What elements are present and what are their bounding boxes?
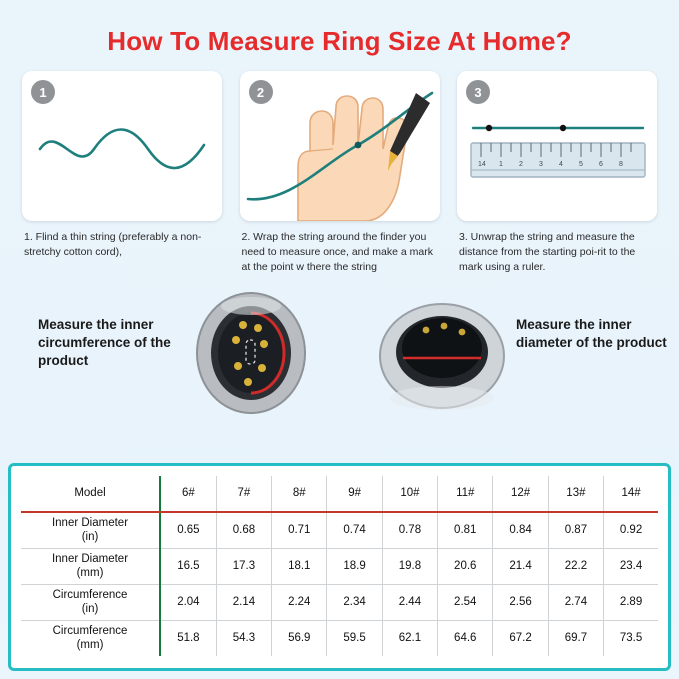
cell: 18.1 xyxy=(272,549,327,585)
cell: 23.4 xyxy=(604,549,658,585)
row-header-line1: Inner Diameter xyxy=(51,517,129,530)
cell: 0.68 xyxy=(216,512,271,549)
cell: 10# xyxy=(382,476,437,512)
row-header xyxy=(21,476,160,512)
svg-text:2: 2 xyxy=(519,161,523,168)
row-header xyxy=(21,585,160,621)
step-3-badge: 3 xyxy=(466,80,490,104)
step-1-caption: 1. Flind a thin string (preferably a non-stretchy cotton cord), xyxy=(24,231,202,259)
cell: 69.7 xyxy=(548,621,603,657)
step-3 xyxy=(457,71,657,276)
row-header-line1: Circumference xyxy=(52,625,128,638)
cell: 12# xyxy=(493,476,548,512)
row-header-line2: (mm) xyxy=(76,638,104,651)
cell: 19.8 xyxy=(382,549,437,585)
svg-text:8: 8 xyxy=(619,161,623,168)
svg-text:3: 3 xyxy=(539,161,543,168)
cell: 21.4 xyxy=(493,549,548,585)
svg-text:1: 1 xyxy=(499,161,503,168)
table-row xyxy=(21,585,658,621)
table-row xyxy=(21,512,658,549)
cell: 2.74 xyxy=(548,585,603,621)
cell: 56.9 xyxy=(272,621,327,657)
cell: 0.81 xyxy=(438,512,493,549)
step-1-badge: 1 xyxy=(31,80,55,104)
step-1-card xyxy=(22,71,222,221)
row-header xyxy=(21,621,160,657)
cell: 0.84 xyxy=(493,512,548,549)
svg-text:14: 14 xyxy=(478,161,486,168)
row-header-line1: Circumference xyxy=(52,589,128,602)
cell: 18.9 xyxy=(327,549,382,585)
svg-text:5: 5 xyxy=(579,161,583,168)
step-2 xyxy=(240,71,440,276)
cell: 0.78 xyxy=(382,512,437,549)
table-row xyxy=(21,549,658,585)
cell: 62.1 xyxy=(382,621,437,657)
cell: 64.6 xyxy=(438,621,493,657)
page-title: How To Measure Ring Size At Home? xyxy=(107,26,572,56)
cell: 2.44 xyxy=(382,585,437,621)
step-3-caption: 3. Unwrap the string and measure the distance from the starting poi-rit to the mark using a ruler. xyxy=(459,231,636,274)
size-table xyxy=(21,476,658,656)
cell: 17.3 xyxy=(216,549,271,585)
svg-text:4: 4 xyxy=(559,161,563,168)
cell: 51.8 xyxy=(160,621,216,657)
ring-measure-section xyxy=(0,278,679,428)
step-2-card xyxy=(240,71,440,221)
cell: 0.87 xyxy=(548,512,603,549)
cell: 13# xyxy=(548,476,603,512)
cell: 2.89 xyxy=(604,585,658,621)
step-1 xyxy=(22,71,222,276)
inner-diameter-label: Measure the inner diameter of the product xyxy=(516,316,667,350)
cell: 6# xyxy=(160,476,216,512)
row-header-line1: Inner Diameter xyxy=(51,553,129,566)
cell: 22.2 xyxy=(548,549,603,585)
cell: 2.24 xyxy=(272,585,327,621)
svg-text:6: 6 xyxy=(599,161,603,168)
cell: 8# xyxy=(272,476,327,512)
row-header-line2: (mm) xyxy=(76,566,104,579)
cell: 20.6 xyxy=(438,549,493,585)
step-3-card xyxy=(457,71,657,221)
smart-ring-diameter-icon xyxy=(372,286,512,426)
inner-circumference-label: Measure the inner circumference of the product xyxy=(38,316,171,369)
cell: 14# xyxy=(604,476,658,512)
cell: 2.56 xyxy=(493,585,548,621)
cell: 2.54 xyxy=(438,585,493,621)
cell: 0.92 xyxy=(604,512,658,549)
cell: 0.65 xyxy=(160,512,216,549)
cell: 54.3 xyxy=(216,621,271,657)
row-header-line1: Model xyxy=(74,487,106,500)
cell: 2.04 xyxy=(160,585,216,621)
cell: 2.14 xyxy=(216,585,271,621)
cell: 7# xyxy=(216,476,271,512)
table-row xyxy=(21,621,658,657)
table-row xyxy=(21,476,658,512)
cell: 59.5 xyxy=(327,621,382,657)
row-header-line2: (in) xyxy=(81,530,99,543)
row-header xyxy=(21,549,160,585)
cell: 11# xyxy=(438,476,493,512)
cell: 67.2 xyxy=(493,621,548,657)
smart-ring-inner-icon xyxy=(186,278,316,428)
cell: 73.5 xyxy=(604,621,658,657)
cell: 0.71 xyxy=(272,512,327,549)
cell: 9# xyxy=(327,476,382,512)
step-2-caption: 2. Wrap the string around the finder you need to measure once, and make a mark at the point w there the string xyxy=(241,231,433,274)
steps-row xyxy=(0,63,679,276)
cell: 0.74 xyxy=(327,512,382,549)
step-2-badge: 2 xyxy=(249,80,273,104)
row-header-line2: (in) xyxy=(81,602,99,615)
ring-size-table xyxy=(8,463,671,671)
row-header xyxy=(21,512,160,549)
cell: 2.34 xyxy=(327,585,382,621)
cell: 16.5 xyxy=(160,549,216,585)
